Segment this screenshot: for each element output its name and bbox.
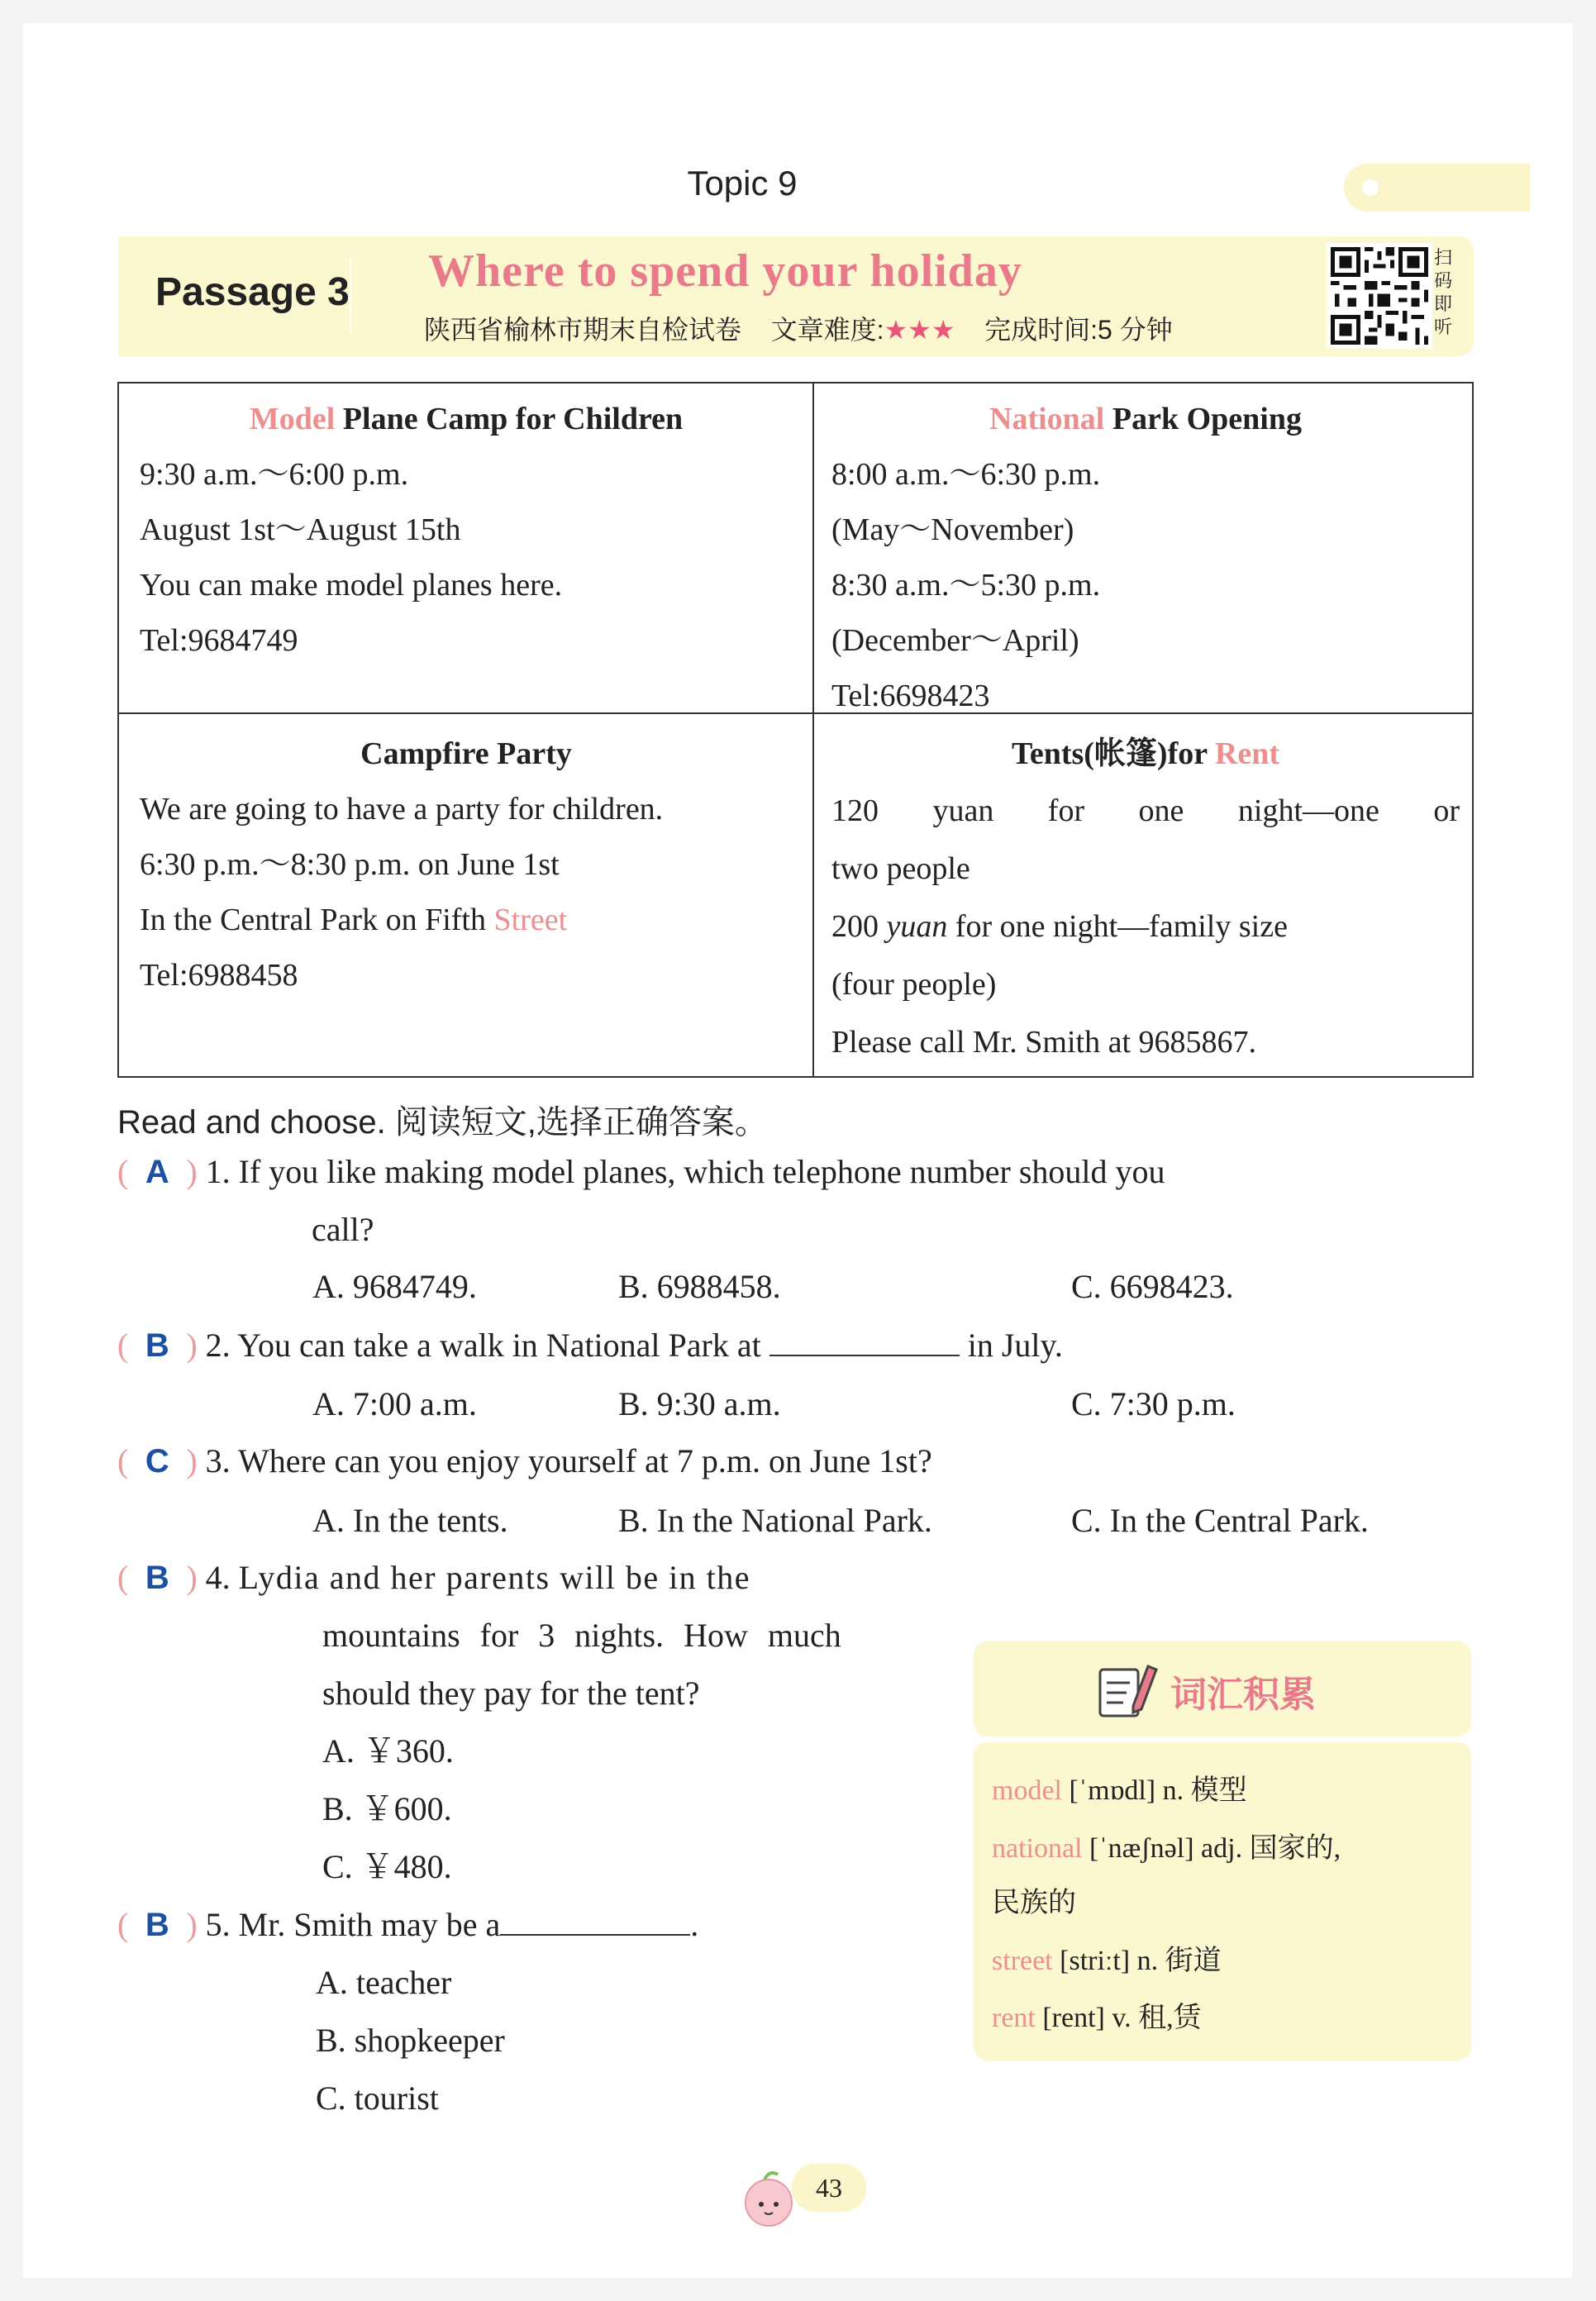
ad-line: In the Central Park on Fifth Street bbox=[140, 903, 568, 937]
ad-line: 6:30 p.m.～8:30 p.m. on June 1st bbox=[140, 847, 560, 882]
difficulty-stars-icon: ★★★ bbox=[884, 315, 955, 345]
vocab-entry: rent [rent] v. 租,赁 bbox=[992, 2003, 1202, 2033]
ad-line: August 1st～August 15th bbox=[140, 512, 461, 547]
mascot-icon bbox=[740, 2168, 798, 2230]
answer-blank[interactable] bbox=[500, 1906, 690, 1936]
ad-line: (December～April) bbox=[831, 623, 1079, 658]
ad-line: Tel:6698423 bbox=[831, 679, 990, 713]
passage-meta bbox=[424, 309, 1173, 347]
answer-text: B bbox=[145, 1907, 169, 1943]
topic-decor-bar bbox=[1344, 164, 1530, 212]
question-1: ( A ) 1. If you like making model planes, which telephone number should you call? bbox=[117, 1143, 1481, 1259]
vocab-entry: 民族的 bbox=[992, 1888, 1076, 1918]
ad-line: 120 yuan for one night—one or bbox=[831, 793, 1460, 828]
vocab-header bbox=[974, 1641, 1471, 1736]
question-5: ( B ) 5. Mr. Smith may be a . A. teacher B. shopkeeper C. tourist bbox=[117, 1896, 944, 2127]
notebook-pencil-icon bbox=[1093, 1660, 1160, 1722]
answer-text: B bbox=[145, 1560, 169, 1596]
answer-text: C bbox=[145, 1443, 169, 1479]
ad-line: We are going to have a party for children. bbox=[140, 792, 664, 827]
difficulty-label: 文章难度: bbox=[770, 315, 884, 345]
ad-line: You can make model planes here. bbox=[140, 568, 563, 603]
ad-line: 8:00 a.m.～6:30 p.m. bbox=[831, 457, 1101, 492]
page-number: 43 bbox=[792, 2164, 866, 2212]
ad-tents-for-rent bbox=[831, 727, 1460, 1071]
ad-title: Model Plane Camp for Children bbox=[249, 402, 684, 436]
vocab-entry: national [ˈnæʃnəl] adj. 国家的, bbox=[992, 1833, 1341, 1864]
vocab-entry: model [ˈmɒdl] n. 模型 bbox=[992, 1775, 1247, 1806]
passage-banner bbox=[118, 236, 1474, 356]
ad-line: 200 yuan for one night—family size bbox=[831, 909, 1288, 944]
instruction: Read and choose. 阅读短文,选择正确答案。 bbox=[117, 1104, 768, 1141]
vocab-entry: street [striːt] n. 街道 bbox=[992, 1946, 1222, 1976]
answer-text: B bbox=[145, 1327, 169, 1364]
ad-campfire-party bbox=[140, 727, 793, 1003]
ad-line: 9:30 a.m.～6:00 p.m. bbox=[140, 457, 409, 492]
ad-line: Tel:9684749 bbox=[140, 623, 298, 658]
ad-line: two people bbox=[831, 851, 970, 886]
time-label: 完成时间:5 分钟 bbox=[984, 315, 1173, 345]
ad-model-plane-camp bbox=[140, 392, 793, 669]
answer-blank[interactable] bbox=[769, 1327, 960, 1356]
ad-line: 8:30 a.m.～5:30 p.m. bbox=[831, 568, 1101, 603]
qr-code-icon[interactable] bbox=[1327, 243, 1432, 349]
scan-to-listen-label: 扫 码 即 听 bbox=[1434, 247, 1453, 337]
ad-line: Please call Mr. Smith at 9685867. bbox=[831, 1025, 1257, 1060]
source-text: 陕西省榆林市期末自检试卷 bbox=[424, 315, 742, 345]
ad-title: Tents(帐篷)for Rent bbox=[1011, 736, 1280, 771]
question-3: ( C ) 3. Where can you enjoy yourself at 7 p.m. on June 1st? bbox=[117, 1432, 1481, 1490]
answer-text: A bbox=[145, 1154, 169, 1190]
ad-line: (four people) bbox=[831, 967, 997, 1002]
topic-label: Topic 9 bbox=[687, 164, 798, 202]
question-4: ( B ) 4. Lydia and her parents will be in the mountains for 3 nights. How much should they pay for the tent? A. ￥360. B. ￥600. C. ￥480. bbox=[117, 1549, 944, 1896]
ad-line: Tel:6988458 bbox=[140, 958, 298, 993]
passage-title: Where to spend your holiday bbox=[428, 245, 1022, 297]
passage-label: Passage 3 bbox=[155, 270, 350, 314]
ads-table bbox=[117, 382, 1474, 1078]
question-2: ( B ) 2. You can take a walk in National Park at in July. bbox=[117, 1317, 1481, 1374]
vocab-list bbox=[974, 1742, 1471, 2060]
ad-national-park bbox=[831, 392, 1460, 724]
page: Topic 9 Passage 3 Where to spend your holiday 陕西省榆林市期末自检试卷 文章难度:★★★ 完成时间:5 分钟 扫 码 即 听 Model Plane Camp for Children 9:30 a.m.～6:00 p.m. August 1st～August 15th You can make model planes here. Tel:9684749 National Park Opening 8:00 a.m.～6:30 p.m. (May～November) 8:30 a.m.～5:30 p.m. (December～April) Tel:6698423 Campfire Party We are going to have a party for children. 6:30 p.m.～8:30 p.m. on June 1st In the Central Park on Fifth Street Tel:6988458 Tents(帐篷)for Rent 120 yuan for one night—one or two people 200 yuan for one night—family size (four people) Please call Mr. Smith at 9685867. Read and choose. 阅读短文,选择正确答案。 ( A ) 1. If you like making model planes, which telephone number should you call? A. 9684749. B. 6988458. C. 6698423. ( B ) 2. You can take a walk in National Park at in July. A. 7:00 a.m. B. 9:30 a.m. C. 7:30 p.m. ( C ) 3. Where can you enjoy yourself at 7 p.m. on June 1st? A. In the tents. B. In the National Park. C. In the Central Park. ( B ) 4. Lydia and her parents will be in the mountains for 3 nights. How much should they pay for the tent? A. ￥360. B. ￥600. C. ￥480. ( B ) 5. Mr. Smith may be a . A. teacher B. shopkeeper C. tourist 词汇积累 model [ˈmɒdl] n. 模型 national [ˈnæʃnəl] adj. 国家的, 民族的 street [striːt] n. 街道 rent [rent] v. 租,赁 43 bbox=[23, 23, 1573, 2278]
ad-line: (May～November) bbox=[831, 512, 1074, 547]
vocab-title: 词汇积累 bbox=[1170, 1674, 1316, 1716]
ad-title: Campfire Party bbox=[360, 736, 572, 771]
ad-title: National Park Opening bbox=[989, 402, 1302, 436]
